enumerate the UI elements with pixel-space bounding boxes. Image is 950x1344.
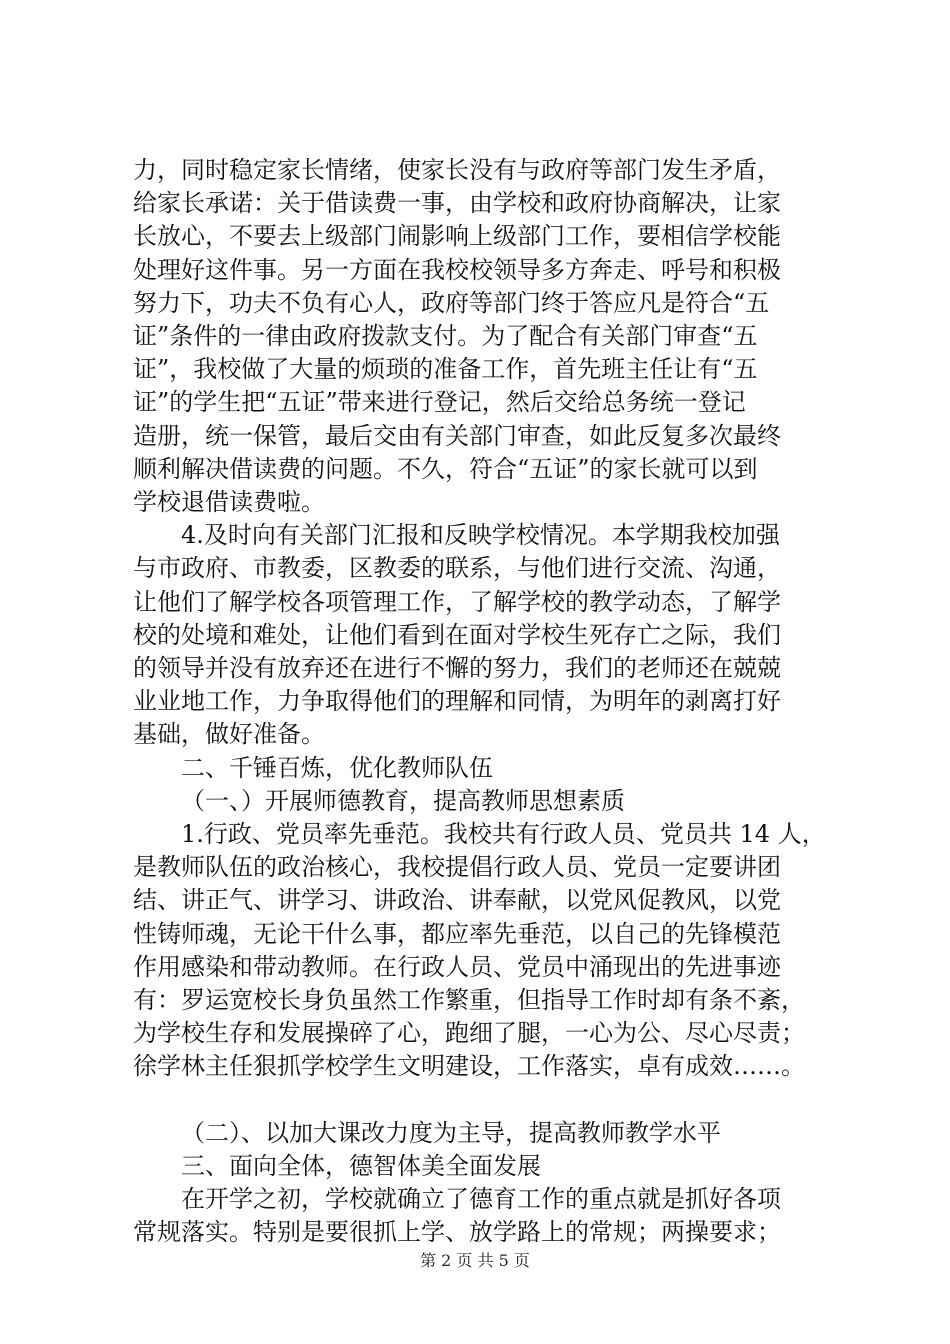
section-heading-2 <box>133 752 833 785</box>
paragraph-loan-fee <box>133 154 833 519</box>
heading-line: （二）、以加大课改力度为主导，提高教师教学水平 <box>181 1118 721 1147</box>
subsection-heading-2-2 <box>133 1117 833 1150</box>
text-line: 努力下，功夫不负有心人，政府等部门终于答应凡是符合“五 <box>133 288 770 317</box>
text-line: 为学校生存和发展操碎了心，跑细了腿，一心为公、尽心尽责； <box>133 1019 805 1048</box>
heading-line: （一、）开展师德教育，提高教师思想素质 <box>181 786 625 815</box>
blank-line <box>133 1084 833 1117</box>
text-line: 作用感染和带动教师。在行政人员、党员中涌现出的先进事迹 <box>133 952 781 981</box>
text-line: 业业地工作，力争取得他们的理解和同情，为明年的剥离打好 <box>133 687 781 716</box>
text-line: 1.行政、党员率先垂范。我校共有行政人员、党员共 14 人， <box>181 820 826 849</box>
text-line: 结、讲正气、讲学习、讲政治、讲奉献，以党风促教风，以党 <box>133 886 781 915</box>
text-line: 处理好这件事。另一方面在我校校领导多方奔走、呼号和积极 <box>133 255 781 284</box>
heading-line: 二、千锤百炼，优化教师队伍 <box>181 753 493 782</box>
text-line: 证”条件的一律由政府拨款支付。为了配合有关部门审查“五 <box>133 322 758 351</box>
text-line: 有：罗运宽校长身负虽然工作繁重，但指导工作时却有条不紊， <box>133 986 805 1015</box>
heading-line: 三、面向全体，德智体美全面发展 <box>181 1151 541 1180</box>
paragraph-report-to-departments <box>133 519 833 751</box>
text-line: 力，同时稳定家长情绪，使家长没有与政府等部门发生矛盾， <box>133 156 781 184</box>
text-line: 在开学之初，学校就确立了德育工作的重点就是抓好各项 <box>181 1185 781 1214</box>
page-footer: 第 2 页 共 5 页 <box>420 1251 530 1270</box>
subsection-heading-2-1 <box>133 785 833 818</box>
text-line: 学校退借读费啦。 <box>133 488 325 517</box>
text-line: 与市政府、市教委，区教委的联系，与他们进行交流、沟通， <box>133 554 781 583</box>
text-line: 长放心，不要去上级部门闹影响上级部门工作，要相信学校能 <box>133 222 781 251</box>
text-line: 基础，做好准备。 <box>133 720 325 749</box>
text-line: 的领导并没有放弃还在进行不懈的努力，我们的老师还在兢兢 <box>133 654 781 683</box>
text-line: 证”的学生把“五证”带来进行登记，然后交给总务统一登记 <box>133 388 746 417</box>
paragraph-leaders-lead <box>133 818 833 1084</box>
text-line: 让他们了解学校各项管理工作，了解学校的教学动态，了解学 <box>133 587 781 616</box>
text-line: 造册，统一保管，最后交由有关部门审查，如此反复多次最终 <box>133 421 781 450</box>
text-line: 证”，我校做了大量的烦琐的准备工作，首先班主任让有“五 <box>133 355 758 384</box>
text-line: 顺利解决借读费的问题。不久，符合“五证”的家长就可以到 <box>133 454 758 483</box>
text-line: 校的处境和难处，让他们看到在面对学校生死存亡之际，我们 <box>133 620 781 649</box>
section-heading-3 <box>133 1150 833 1183</box>
document-body <box>133 154 833 1250</box>
text-line: 4.及时向有关部门汇报和反映学校情况。本学期我校加强 <box>181 521 780 550</box>
text-line: 徐学林主任狠抓学校学生文明建设，工作落实，卓有成效……。 <box>133 1052 805 1081</box>
text-line: 是教师队伍的政治核心，我校提倡行政人员、党员一定要讲团 <box>133 853 781 882</box>
text-line: 性铸师魂，无论干什么事，都应率先垂范，以自己的先锋模范 <box>133 919 781 948</box>
text-line: 给家长承诺：关于借读费一事，由学校和政府协商解决，让家 <box>133 189 781 218</box>
paragraph-moral-education <box>133 1183 833 1249</box>
text-line: 常规落实。特别是要很抓上学、放学路上的常规；两操要求； <box>133 1218 781 1247</box>
